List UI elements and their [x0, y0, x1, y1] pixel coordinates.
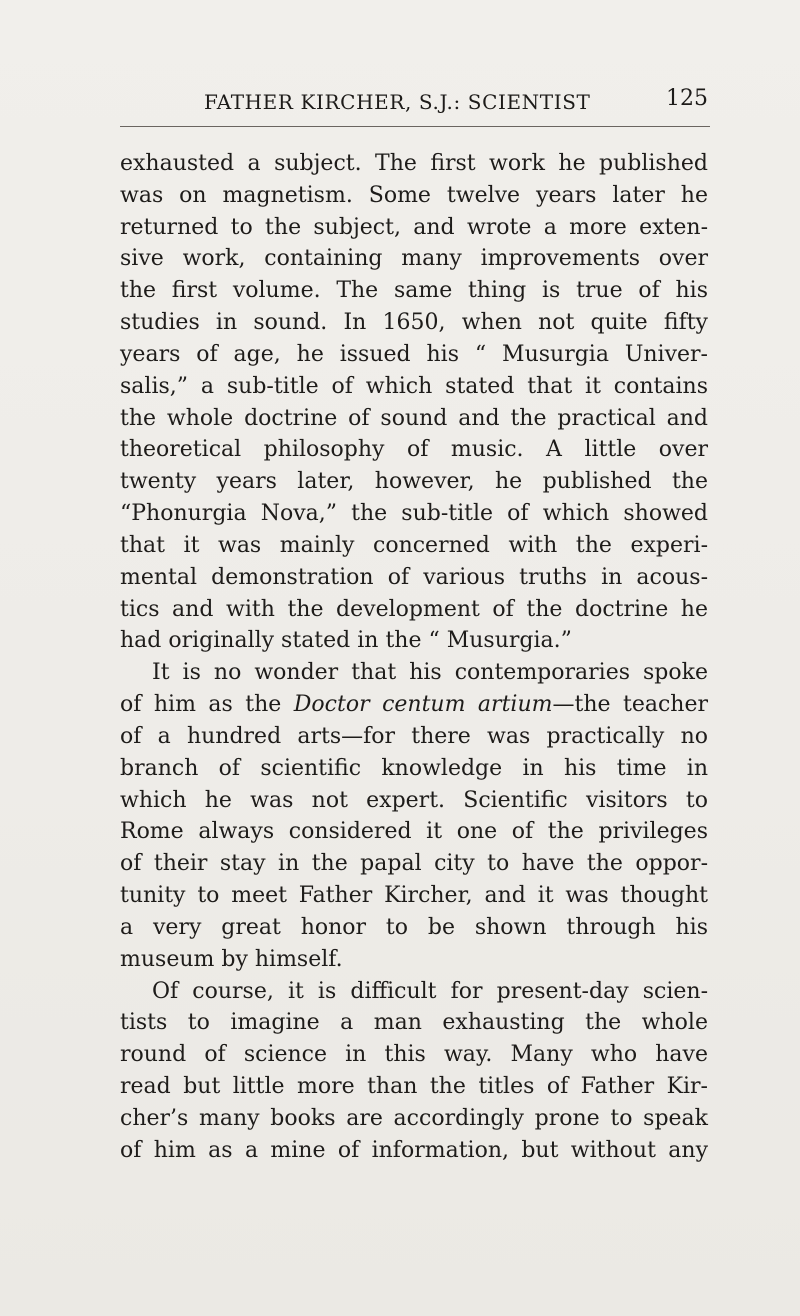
- text-line: “Phonurgia Nova,” the sub-title of which showed: [120, 501, 708, 527]
- text-line: tists to imagine a man exhausting the whole: [120, 1010, 708, 1036]
- paragraph-start-line: Of course, it is difficult for present-day scien-: [152, 978, 708, 1004]
- text-line: studies in sound. In 1650, when not quite fifty: [120, 310, 708, 336]
- running-head-title: FATHER KIRCHER, S.J.: SCIENTIST: [204, 90, 591, 114]
- running-head: [204, 86, 708, 120]
- paragraph-start-line: It is no wonder that his contemporaries spoke: [152, 660, 708, 686]
- text-line: the whole doctrine of sound and the practical and: [120, 405, 708, 431]
- text-line: of their stay in the papal city to have the oppor-: [120, 851, 708, 877]
- page-number: 125: [666, 86, 708, 111]
- text-line: tics and with the development of the doctrine he: [120, 596, 708, 622]
- text-line: read but little more than the titles of Father Kir-: [120, 1074, 708, 1100]
- text-line: tunity to meet Father Kircher, and it was thought: [120, 883, 708, 909]
- text-line: returned to the subject, and wrote a more exten-: [120, 214, 708, 240]
- text-line: sive work, containing many improvements over: [120, 246, 708, 272]
- text-line: which he was not expert. Scientific visitors to: [120, 787, 708, 813]
- text-line: round of science in this way. Many who have: [120, 1042, 708, 1068]
- text-line: a very great honor to be shown through his: [120, 914, 708, 940]
- text-line: twenty years later, however, he published the: [120, 469, 708, 495]
- text-line: of him as a mine of information, but without any: [120, 1137, 708, 1163]
- text-line: branch of scientific knowledge in his time in: [120, 755, 708, 781]
- text-line: mental demonstration of various truths in acous-: [120, 564, 708, 590]
- text-line-with-italic: [120, 689, 708, 721]
- text-line: years of age, he issued his “ Musurgia Univer-: [120, 341, 708, 367]
- text-line: was on magnetism. Some twelve years later he: [120, 182, 708, 208]
- text-line: museum by himself.: [120, 946, 343, 972]
- text-segment: —the teacher: [552, 692, 708, 718]
- text-line: salis,” a sub-title of which stated that it contains: [120, 373, 708, 399]
- text-line: cher’s many books are accordingly prone to speak: [120, 1105, 708, 1131]
- text-line: of a hundred arts—for there was practically no: [120, 723, 708, 749]
- text-segment: of him as the: [120, 692, 294, 718]
- text-line: theoretical philosophy of music. A little over: [120, 437, 708, 463]
- italic-latin-phrase: Doctor centum artium: [293, 692, 553, 718]
- text-line: exhausted a subject. The first work he published: [120, 151, 708, 176]
- header-rule: [120, 126, 710, 127]
- text-line: Rome always considered it one of the privileges: [120, 819, 708, 845]
- body-text: [120, 148, 708, 1167]
- text-line: had originally stated in the “ Musurgia.”: [120, 628, 572, 654]
- text-line: the first volume. The same thing is true of his: [120, 278, 708, 304]
- text-line: that it was mainly concerned with the experi-: [120, 532, 708, 558]
